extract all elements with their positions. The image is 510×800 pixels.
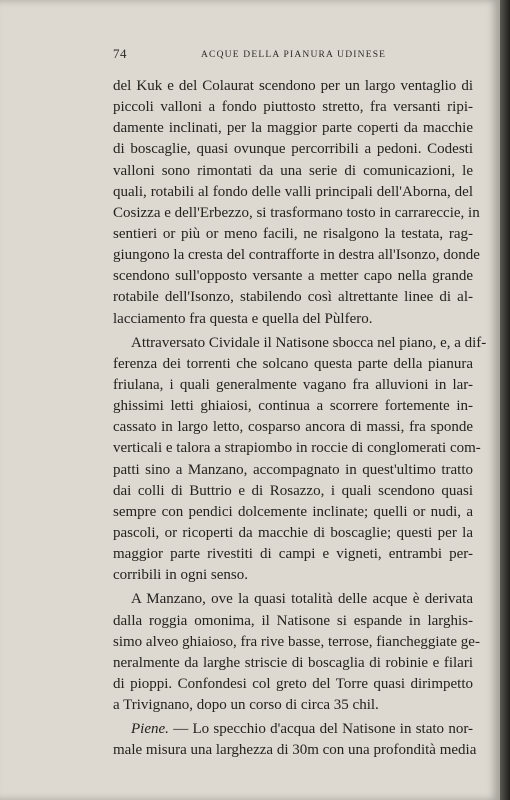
text-line: corribili in ogni senso. [113,567,248,584]
text-line: neralmente da larghe striscie di boscaglia di robinie e filari [113,654,473,671]
text-line-content: — Lo specchio d'acqua del Natisone in stato nor- [173,721,474,738]
text-line: quali, rotabili al fondo delle valli principali dell'Aborna, del [113,183,473,200]
text-line: sentieri or più or meno facili, ne risalgono la testata, rag- [113,225,473,242]
body-text [113,76,487,762]
paragraph [113,76,480,330]
section-heading: Piene. [131,721,169,738]
text-line: piccoli valloni a fondo piuttosto stretto, fra versanti ripi- [113,99,473,116]
text-line: rotabile dell'Isonzo, stabilendo così altrettante linee di al- [113,289,473,306]
text-line: pascoli, or ricoperti da macchie di boscaglie; questi per la [113,524,473,541]
text-line: lacciamento fra questa e quella del Pùlfero. [113,310,373,327]
text-line [113,719,473,740]
text-line: di pioppi. Confondesi col greto del Torre quasi dirimpetto [113,675,473,692]
text-line: Attraversato Cividale il Natisone sbocca nel piano, e, a dif- [131,334,487,351]
text-line: a Trivignano, dopo un corso di circa 35 chil. [113,697,379,714]
text-line: sempre con pendici dolcemente inclinate; quelli or nudi, a [113,503,473,520]
text-line: simo alveo ghiaioso, fra rive basse, terrose, fiancheggiate ge- [113,633,480,650]
text-line: maggior parte rivestiti di campi e vigneti, entrambi per- [113,546,473,563]
text-line: del Kuk e del Colaurat scendono per un largo ventaglio di [113,78,473,94]
text-line: ghissimi letti ghiaiosi, continua a scorrere fortemente in- [113,398,473,415]
text-line: patti sino a Manzano, accompagnato in quest'ultimo tratto [113,461,473,478]
text-line: scendono sull'opposto versante a metter capo nella grande [113,268,473,285]
text-line: valloni sono rimontati da una serie di comunicazioni, le [113,162,473,179]
paragraph [113,333,487,587]
text-line: male misura una larghezza di 30m con una profondità media [113,742,477,759]
running-title: ACQUE DELLA PIANURA UDINESE [201,50,387,60]
page-edge [500,0,510,800]
text-line: friulana, i quali generalmente vagano fra alluvioni in lar- [113,376,473,393]
text-line: dalla roggia omonima, il Natisone si espande in larghis- [113,612,473,629]
page-number: 74 [113,46,127,61]
text-line: dai colli di Buttrio e di Rosazzo, i quali scendono quasi [113,482,473,499]
text-line: damente inclinati, per la maggior parte coperti da macchie [113,120,473,137]
text-line: giungono la cresta del contrafforte in destra all'Isonzo, donde [113,247,480,264]
text-line: A Manzano, ove la quasi totalità delle acque è derivata [131,591,473,608]
text-line: Cosizza e dell'Erbezzo, si trasformano tosto in carrareccie, in [113,204,480,221]
text-line: cassato in largo letto, cosparso ancora di massi, fra sponde [113,419,473,436]
text-line: ferenza dei torrenti che solcano questa parte della pianura [113,355,473,372]
text-line: verticali e talora a strapiombo in roccie di conglomerati com- [113,440,481,457]
text-line: di boscaglie, quasi ovunque percorribili a pedoni. Codesti [113,141,473,158]
running-head [113,46,473,64]
paragraph [113,589,480,716]
paragraph [113,719,477,761]
